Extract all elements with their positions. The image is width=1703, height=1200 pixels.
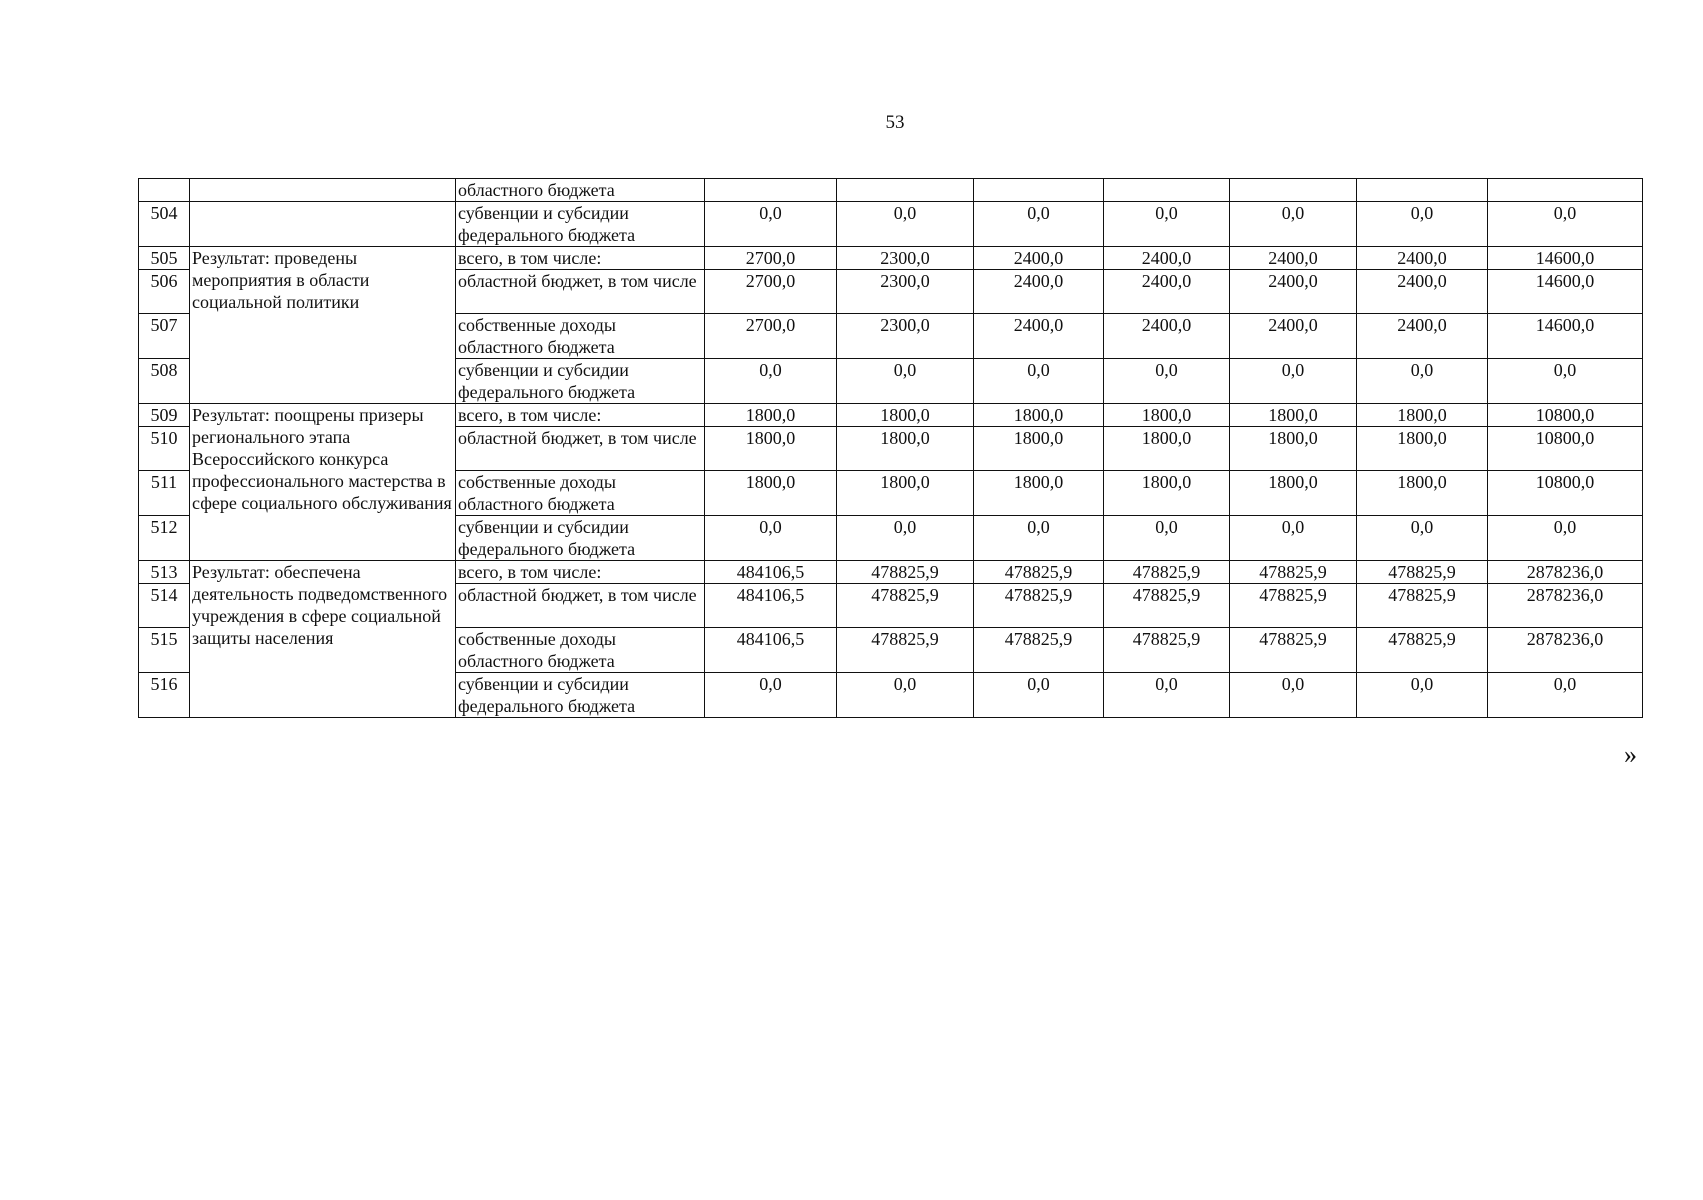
row-number-cell: 504 [139, 202, 190, 247]
value-cell: 1800,0 [705, 471, 837, 516]
value-cell [837, 179, 974, 202]
value-cell: 0,0 [1230, 673, 1357, 718]
value-cell: 2700,0 [705, 247, 837, 270]
value-cell: 2878236,0 [1488, 561, 1643, 584]
item-cell: собственные доходы областного бюджета [456, 471, 705, 516]
value-cell: 1800,0 [1230, 471, 1357, 516]
item-cell: всего, в том числе: [456, 404, 705, 427]
value-cell: 478825,9 [1230, 584, 1357, 628]
value-cell: 2400,0 [1357, 270, 1488, 314]
value-cell: 0,0 [974, 359, 1104, 404]
value-cell: 478825,9 [1357, 628, 1488, 673]
value-cell [1230, 179, 1357, 202]
table-row [139, 202, 1643, 247]
value-cell: 2400,0 [1230, 314, 1357, 359]
value-cell: 0,0 [1230, 359, 1357, 404]
value-cell: 2300,0 [837, 247, 974, 270]
value-cell: 478825,9 [837, 561, 974, 584]
value-cell: 2400,0 [1357, 314, 1488, 359]
page-number: 53 [885, 112, 905, 133]
result-cell [190, 179, 456, 202]
row-number-cell [139, 179, 190, 202]
item-cell: областного бюджета [456, 179, 705, 202]
value-cell: 14600,0 [1488, 270, 1643, 314]
value-cell: 1800,0 [705, 404, 837, 427]
value-cell: 0,0 [1104, 202, 1230, 247]
item-cell: субвенции и субсидии федерального бюджета [456, 516, 705, 561]
value-cell: 14600,0 [1488, 247, 1643, 270]
value-cell: 0,0 [1104, 673, 1230, 718]
value-cell: 484106,5 [705, 584, 837, 628]
item-cell: областной бюджет, в том числе [456, 584, 705, 628]
value-cell: 478825,9 [837, 628, 974, 673]
value-cell [705, 179, 837, 202]
value-cell: 2700,0 [705, 314, 837, 359]
row-number-cell: 516 [139, 673, 190, 718]
table-row [139, 404, 1643, 427]
value-cell: 1800,0 [1230, 427, 1357, 471]
value-cell: 2400,0 [1230, 247, 1357, 270]
value-cell: 2878236,0 [1488, 584, 1643, 628]
value-cell: 2700,0 [705, 270, 837, 314]
value-cell: 478825,9 [1104, 628, 1230, 673]
item-cell: субвенции и субсидии федерального бюджета [456, 673, 705, 718]
item-cell: областной бюджет, в том числе [456, 270, 705, 314]
value-cell: 1800,0 [974, 404, 1104, 427]
value-cell: 478825,9 [1357, 561, 1488, 584]
value-cell: 1800,0 [837, 404, 974, 427]
value-cell: 1800,0 [974, 427, 1104, 471]
value-cell: 484106,5 [705, 628, 837, 673]
item-cell: областной бюджет, в том числе [456, 427, 705, 471]
value-cell: 0,0 [1104, 516, 1230, 561]
row-number-cell: 508 [139, 359, 190, 404]
value-cell: 0,0 [705, 673, 837, 718]
value-cell: 1800,0 [1104, 471, 1230, 516]
item-cell: субвенции и субсидии федерального бюджета [456, 202, 705, 247]
value-cell: 2400,0 [1104, 247, 1230, 270]
value-cell: 478825,9 [974, 561, 1104, 584]
value-cell: 0,0 [1488, 516, 1643, 561]
value-cell: 0,0 [1357, 202, 1488, 247]
value-cell: 478825,9 [974, 628, 1104, 673]
budget-table [138, 178, 1643, 718]
table-row-continuation [139, 179, 1643, 202]
value-cell: 0,0 [1357, 673, 1488, 718]
result-cell: Результат: поощрены призеры регионального этапа Всероссийского конкурса профессионального мастерства в сфере социального обслуживания [190, 404, 456, 561]
row-number-cell: 510 [139, 427, 190, 471]
value-cell [974, 179, 1104, 202]
value-cell: 2300,0 [837, 314, 974, 359]
value-cell: 1800,0 [1104, 404, 1230, 427]
value-cell: 1800,0 [705, 427, 837, 471]
row-number-cell: 505 [139, 247, 190, 270]
value-cell: 0,0 [837, 359, 974, 404]
value-cell: 2400,0 [974, 270, 1104, 314]
value-cell: 2400,0 [1104, 314, 1230, 359]
value-cell: 0,0 [1488, 202, 1643, 247]
value-cell: 0,0 [837, 673, 974, 718]
value-cell: 2300,0 [837, 270, 974, 314]
row-number-cell: 511 [139, 471, 190, 516]
value-cell: 0,0 [1230, 202, 1357, 247]
value-cell: 484106,5 [705, 561, 837, 584]
value-cell: 1800,0 [837, 427, 974, 471]
row-number-cell: 507 [139, 314, 190, 359]
item-cell: собственные доходы областного бюджета [456, 628, 705, 673]
value-cell: 478825,9 [974, 584, 1104, 628]
value-cell: 0,0 [837, 202, 974, 247]
value-cell: 1800,0 [1357, 471, 1488, 516]
value-cell [1104, 179, 1230, 202]
value-cell: 10800,0 [1488, 471, 1643, 516]
item-cell: субвенции и субсидии федерального бюджета [456, 359, 705, 404]
value-cell: 0,0 [705, 202, 837, 247]
value-cell: 1800,0 [837, 471, 974, 516]
value-cell: 1800,0 [1357, 427, 1488, 471]
row-number-cell: 509 [139, 404, 190, 427]
value-cell: 1800,0 [1104, 427, 1230, 471]
value-cell: 1800,0 [1357, 404, 1488, 427]
row-number-cell: 514 [139, 584, 190, 628]
value-cell: 0,0 [705, 516, 837, 561]
value-cell: 2400,0 [1230, 270, 1357, 314]
value-cell: 0,0 [974, 673, 1104, 718]
value-cell: 478825,9 [1104, 584, 1230, 628]
value-cell: 0,0 [837, 516, 974, 561]
value-cell: 2878236,0 [1488, 628, 1643, 673]
value-cell: 2400,0 [1357, 247, 1488, 270]
value-cell: 478825,9 [837, 584, 974, 628]
value-cell: 478825,9 [1230, 561, 1357, 584]
result-cell: Результат: проведены мероприятия в области социальной политики [190, 247, 456, 404]
row-number-cell: 515 [139, 628, 190, 673]
value-cell: 2400,0 [974, 314, 1104, 359]
value-cell: 0,0 [1488, 673, 1643, 718]
value-cell: 478825,9 [1104, 561, 1230, 584]
value-cell: 2400,0 [974, 247, 1104, 270]
value-cell: 1800,0 [974, 471, 1104, 516]
value-cell: 0,0 [1488, 359, 1643, 404]
value-cell: 0,0 [705, 359, 837, 404]
closing-quote: » [1624, 740, 1637, 769]
row-number-cell: 512 [139, 516, 190, 561]
table-row [139, 561, 1643, 584]
row-number-cell: 506 [139, 270, 190, 314]
value-cell: 478825,9 [1230, 628, 1357, 673]
value-cell: 10800,0 [1488, 404, 1643, 427]
value-cell: 2400,0 [1104, 270, 1230, 314]
result-cell: Результат: обеспечена деятельность подведомственного учреждения в сфере социальной защиты населения [190, 561, 456, 718]
value-cell: 1800,0 [1230, 404, 1357, 427]
value-cell [1357, 179, 1488, 202]
value-cell: 0,0 [1104, 359, 1230, 404]
value-cell: 0,0 [974, 516, 1104, 561]
value-cell: 0,0 [1357, 516, 1488, 561]
value-cell: 14600,0 [1488, 314, 1643, 359]
value-cell: 478825,9 [1357, 584, 1488, 628]
value-cell: 0,0 [1357, 359, 1488, 404]
value-cell [1488, 179, 1643, 202]
row-number-cell: 513 [139, 561, 190, 584]
value-cell: 0,0 [974, 202, 1104, 247]
item-cell: всего, в том числе: [456, 561, 705, 584]
item-cell: собственные доходы областного бюджета [456, 314, 705, 359]
item-cell: всего, в том числе: [456, 247, 705, 270]
value-cell: 10800,0 [1488, 427, 1643, 471]
value-cell: 0,0 [1230, 516, 1357, 561]
result-cell [190, 202, 456, 247]
table-row [139, 247, 1643, 270]
